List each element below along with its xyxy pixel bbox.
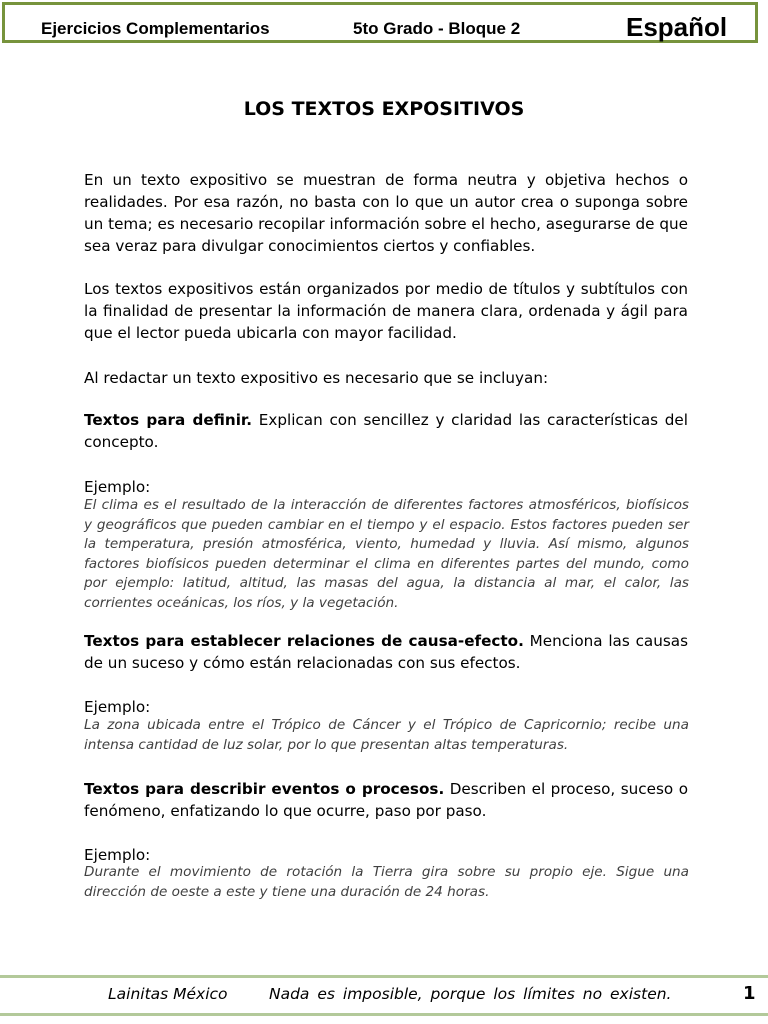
section-heading: Textos para definir.: [84, 411, 252, 429]
section-description: Describen el proceso, suceso o fenómeno, enfatizando lo que ocurre, paso por paso.: [84, 780, 688, 820]
example-label: Ejemplo:: [84, 846, 151, 864]
section-description: Menciona las causas de un suceso y cómo están relacionadas con sus efectos.: [84, 632, 688, 672]
example-text: La zona ubicada entre el Trópico de Cáncer y el Trópico de Capricornio; recibe una intensa cantidad de luz solar, por lo que presentan altas temperaturas.: [84, 717, 689, 753]
requirements-paragraph: Al redactar un texto expositivo es necesario que se incluyan:: [84, 369, 549, 387]
section-processes: [84, 778, 688, 822]
page-number: 1: [743, 983, 756, 1004]
footer-divider-bottom: [0, 1013, 768, 1016]
example-label: Ejemplo:: [84, 698, 151, 716]
organization-paragraph: Los textos expositivos están organizados por medio de títulos y subtítulos con la finalidad de presentar la información de manera clara, ordenada y ágil para que el lector pueda ubicarla con mayor facilidad.: [84, 280, 688, 342]
section-define: [84, 409, 688, 453]
header-grade: 5to Grado - Bloque 2: [353, 19, 521, 38]
section-cause-effect: [84, 630, 688, 674]
footer-divider-top: [0, 975, 768, 978]
intro-paragraph: En un texto expositivo se muestran de forma neutra y objetiva hechos o realidades. Por esa razón, no basta con lo que un autor crea o suponga sobre un tema; es necesario recopilar información sobre el hecho, asegurarse de que sea veraz para divulgar conocimientos ciertos y confiables.: [84, 171, 688, 255]
footer-organization: Lainitas México: [108, 985, 228, 1003]
page-title: LOS TEXTOS EXPOSITIVOS: [243, 98, 525, 120]
example-text: Durante el movimiento de rotación la Tierra gira sobre su propio eje. Sigue una dirección de oeste a este y tiene una duración de 24 horas.: [84, 864, 689, 900]
section-heading: Textos para describir eventos o procesos.: [84, 780, 445, 798]
page-header: [2, 2, 758, 43]
footer-motto: Nada es imposible, porque los límites no existen.: [269, 985, 672, 1003]
header-subject: Ejercicios Complementarios: [41, 19, 270, 38]
section-description: Explican con sencillez y claridad las características del concepto.: [84, 411, 688, 451]
header-area: Español: [626, 12, 728, 42]
example-label: Ejemplo:: [84, 478, 151, 496]
section-heading: Textos para establecer relaciones de causa-efecto.: [84, 632, 524, 650]
example-text: El clima es el resultado de la interacción de diferentes factores atmosféricos, biofísicos y geográficos que pueden cambiar en el tiempo y el espacio. Estos factores pueden ser la temperatura, presión atmosférica, viento, humedad y lluvia. Así mismo, algunos factores biofísicos pueden determinar el clima en diferentes partes del mundo, como por ejemplo: latitud, altitud, las masas del agua, la distancia al mar, el calor, las corrientes oceánicas, los ríos, y la vegetación.: [84, 497, 689, 611]
